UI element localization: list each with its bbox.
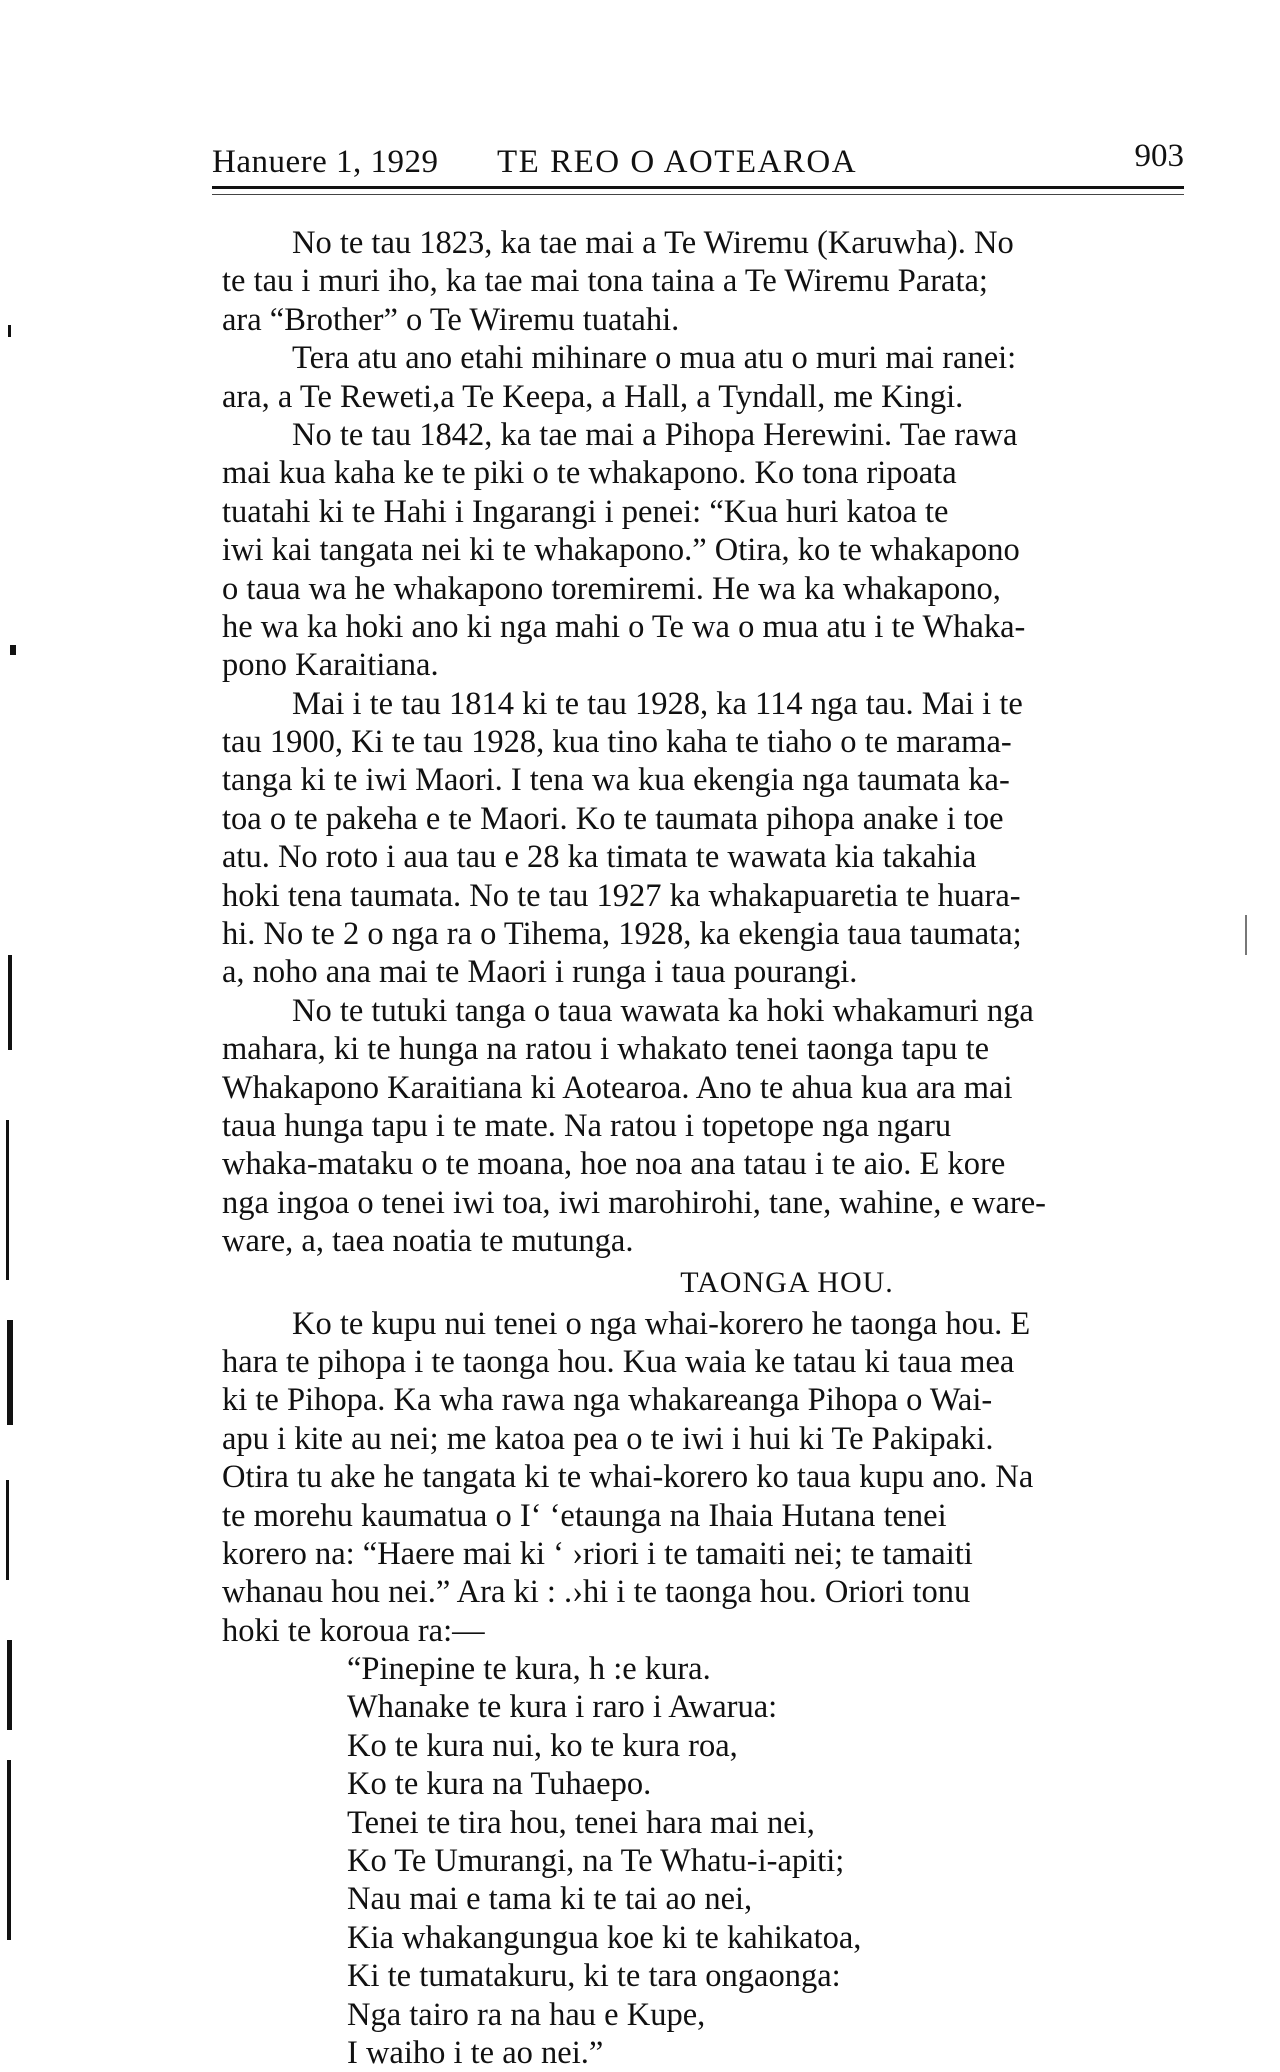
text-line: te tau i muri iho, ka tae mai tona taina a Te Wiremu Parata; [222, 263, 988, 300]
text-line: taua hunga tapu i te mate. Na ratou i topetope nga ngaru [222, 1107, 952, 1144]
text-line: hoki tena taumata. No te tau 1927 ka whakapuaretia te huara- [222, 877, 1021, 914]
scan-mark [7, 1320, 13, 1425]
scan-mark [6, 1120, 9, 1280]
text-line: ara “Brother” o Te Wiremu tuatahi. [222, 301, 680, 338]
text-line: hi. No te 2 o nga ra o Tihema, 1928, ka ekengia taua taumata; [222, 916, 1022, 953]
text-line: korero na: “Haere mai ki ‘ ›riori i te tamaiti nei; te tamaiti [222, 1535, 973, 1572]
text-line: Whakapono Karaitiana ki Aotearoa. Ano te ahua kua ara mai [222, 1069, 1013, 1106]
verse-line: Ki te tumatakuru, ki te tara ongaonga: [347, 1958, 841, 1995]
text-line: mahara, ki te hunga na ratou i whakato tenei taonga tapu te [222, 1031, 990, 1068]
verse-line: Whanake te kura i raro i Awarua: [347, 1689, 778, 1726]
text-line: whanau hou nei.” Ara ki : .›hi i te taonga hou. Oriori tonu [222, 1574, 971, 1611]
text-line: mai kua kaha ke te piki o te whakapono. Ko tona ripoata [222, 455, 957, 492]
text-line: Tera atu ano etahi mihinare o mua atu o muri mai ranei: [292, 340, 1017, 377]
scan-mark [8, 955, 12, 1050]
section-heading: TAONGA HOU. [680, 1265, 894, 1299]
verse-line: Nga tairo ra na hau e Kupe, [347, 1996, 706, 2033]
text-line: No te tutuki tanga o taua wawata ka hoki whakamuri nga [292, 992, 1034, 1029]
text-line: tau 1900, Ki te tau 1928, kua tino kaha te tiaho o te marama- [222, 724, 1012, 761]
text-line: te morehu kaumatua o I‘ ‘etaunga na Ihaia Hutana tenei [222, 1497, 947, 1534]
text-line: apu i kite au nei; me katoa pea o te iwi i hui ki Te Pakipaki. [222, 1420, 994, 1457]
text-line: he wa ka hoki ano ki nga mahi o Te wa o mua atu i te Whaka- [222, 608, 1026, 645]
header-rule [212, 186, 1184, 189]
scan-mark [6, 1480, 9, 1580]
scan-mark [1245, 915, 1247, 955]
text-line: whaka-mataku o te moana, hoe noa ana tatau i te aio. E kore [222, 1146, 1006, 1183]
verse-line: “Pinepine te kura, h :e kura. [347, 1651, 711, 1688]
verse-line: Kia whakangungua koe ki te kahikatoa, [347, 1919, 862, 1956]
page-number: 903 [1134, 138, 1184, 174]
text-line: o taua wa he whakapono toremiremi. He wa ka whakapono, [222, 570, 1001, 607]
scan-mark [10, 645, 16, 655]
scan-mark [8, 325, 11, 337]
verse-line: Nau mai e tama ki te tai ao nei, [347, 1881, 753, 1918]
verse-line: I waiho i te ao nei.” [347, 2034, 604, 2071]
text-line: hara te pihopa i te taonga hou. Kua waia ke tatau ki taua mea [222, 1343, 1015, 1380]
text-line: nga ingoa o tenei iwi toa, iwi marohirohi, tane, wahine, e ware- [222, 1184, 1046, 1221]
text-line: Ko te kupu nui tenei o nga whai-korero he taonga hou. E [292, 1305, 1031, 1342]
text-line: a, noho ana mai te Maori i runga i taua pourangi. [222, 954, 858, 991]
text-line: pono Karaitiana. [222, 647, 439, 684]
text-line: atu. No roto i aua tau e 28 ka timata te wawata kia takahia [222, 839, 977, 876]
scan-mark [7, 1640, 12, 1730]
verse-line: Tenei te tira hou, tenei hara mai nei, [347, 1804, 815, 1841]
verse-line: Ko te kura nui, ko te kura roa, [347, 1727, 738, 1764]
verse-line: Ko te kura na Tuhaepo. [347, 1766, 652, 1803]
header-date: Hanuere 1, 1929 [212, 144, 439, 180]
text-line: ara, a Te Reweti,a Te Keepa, a Hall, a Tyndall, me Kingi. [222, 378, 964, 415]
text-line: No te tau 1823, ka tae mai a Te Wiremu (Karuwha). No [292, 225, 1014, 261]
text-line: ware, a, taea noatia te mutunga. [222, 1223, 634, 1260]
text-line: toa o te pakeha e te Maori. Ko te taumata pihopa anake i toe [222, 800, 1004, 837]
publication-title: TE REO O AOTEAROA [497, 144, 858, 180]
text-line: tanga ki te iwi Maori. I tena wa kua ekengia nga taumata ka- [222, 762, 1010, 799]
running-header [212, 138, 1184, 188]
header-rule-thin [212, 194, 1184, 195]
text-line: Otira tu ake he tangata ki te whai-korero ko taua kupu ano. Na [222, 1459, 1034, 1496]
text-line: ki te Pihopa. Ka wha rawa nga whakareanga Pihopa o Wai- [222, 1382, 993, 1419]
text-line: iwi kai tangata nei ki te whakapono.” Otira, ko te whakapono [222, 532, 1020, 569]
verse-line: Ko Te Umurangi, na Te Whatu-i-apiti; [347, 1843, 845, 1880]
scan-mark [7, 1760, 11, 1940]
text-line: Mai i te tau 1814 ki te tau 1928, ka 114 nga tau. Mai i te [292, 685, 1023, 722]
text-line: No te tau 1842, ka tae mai a Pihopa Herewini. Tae rawa [292, 416, 1018, 453]
text-line: hoki te koroua ra:— [222, 1612, 485, 1649]
text-line: tuatahi ki te Hahi i Ingarangi i penei: “Kua huri katoa te [222, 493, 949, 530]
article-body [222, 224, 1232, 2072]
